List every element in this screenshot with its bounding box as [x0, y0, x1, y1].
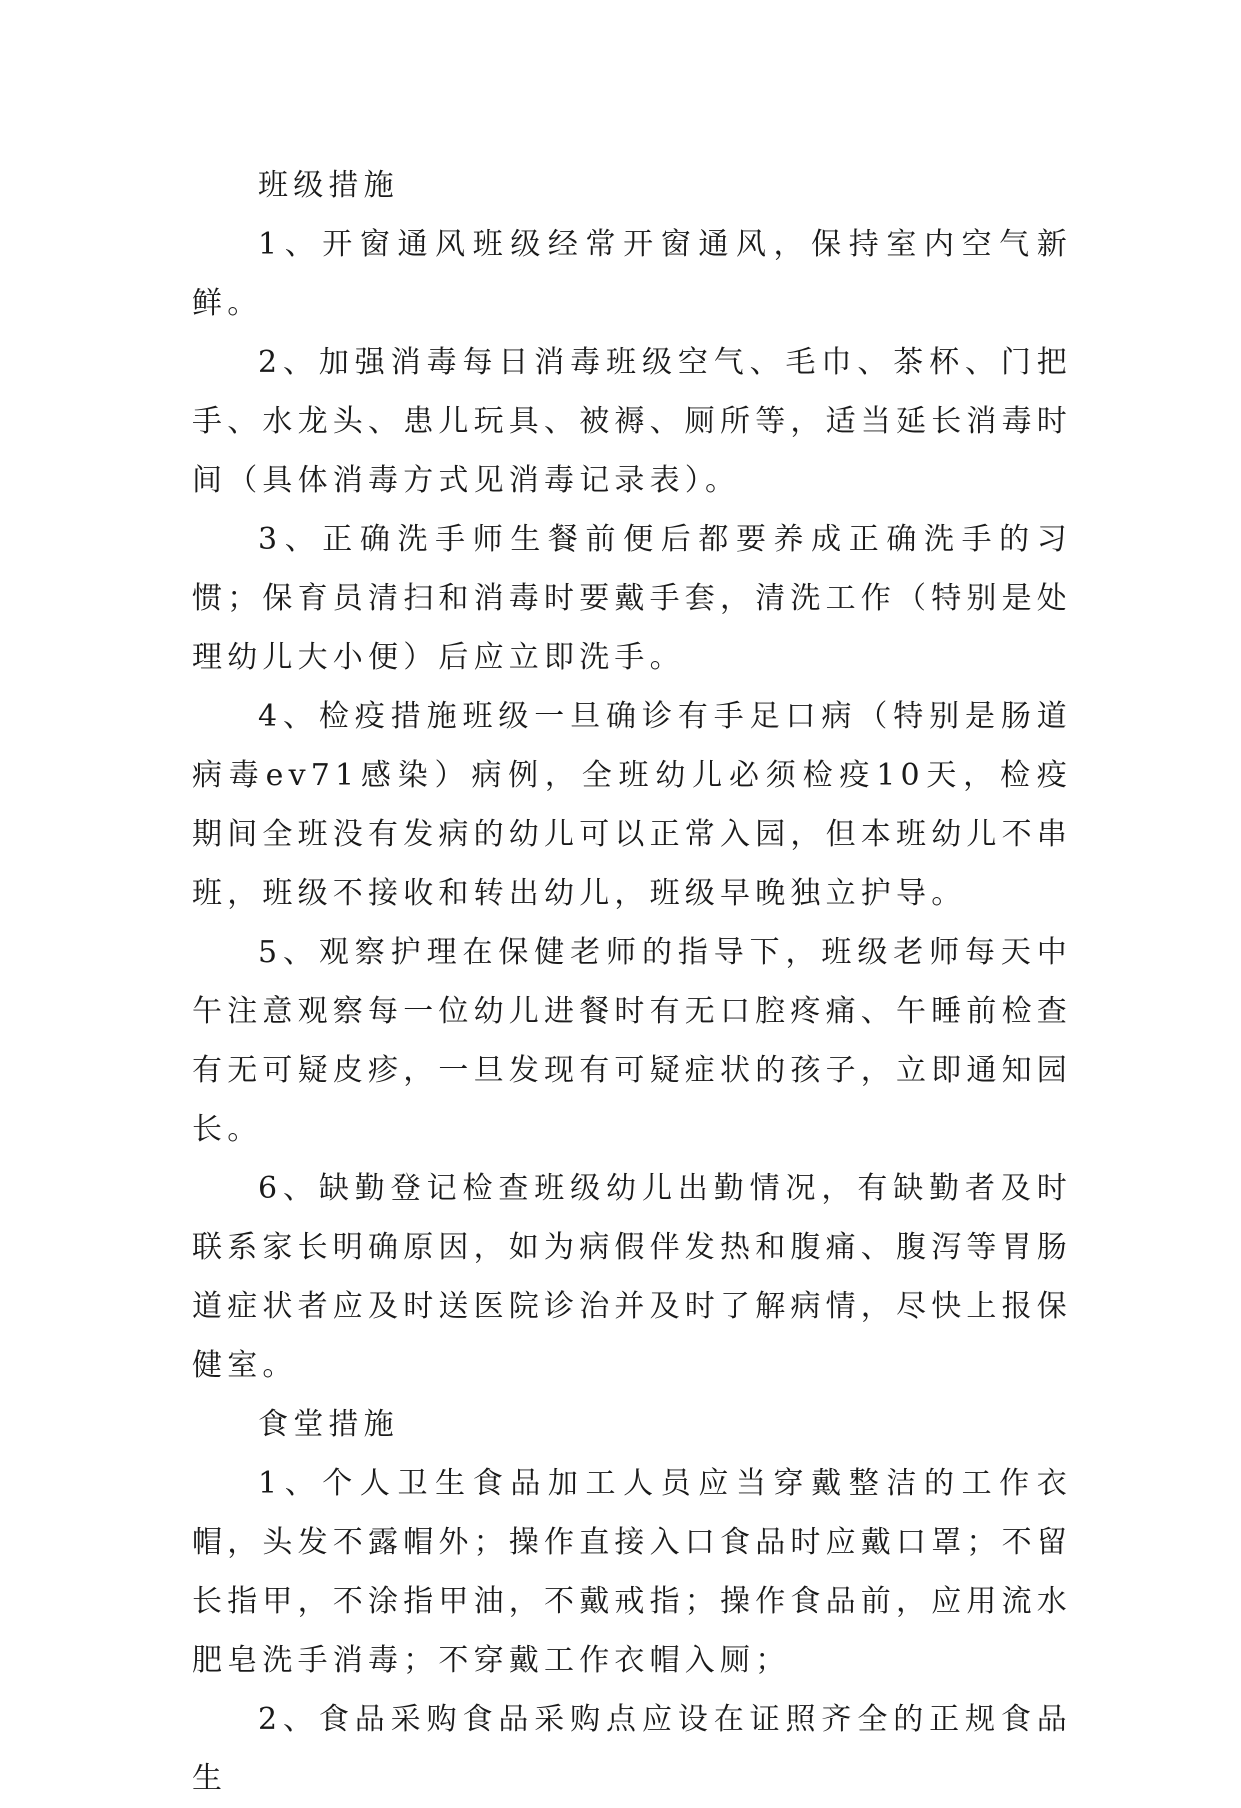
- paragraph: 1、开窗通风班级经常开窗通风，保持室内空气新鲜。: [192, 227, 1072, 321]
- paragraph: 5、观察护理在保健老师的指导下，班级老师每天中午注意观察每一位幼儿进餐时有无口腔疼痛、午睡前检查有无可疑皮疹，一旦发现有可疑症状的孩子，立即通知园长。: [192, 935, 1072, 1147]
- section-canteen-measures: [192, 1395, 1072, 1808]
- paragraph: 2、加强消毒每日消毒班级空气、毛巾、茶杯、门把手、水龙头、患儿玩具、被褥、厕所等，适当延长消毒时间（具体消毒方式见消毒记录表）。: [192, 345, 1072, 498]
- paragraph: 4、检疫措施班级一旦确诊有手足口病（特别是肠道病毒ev71感染）病例，全班幼儿必须检疫10天，检疫期间全班没有发病的幼儿可以正常入园，但本班幼儿不串班，班级不接收和转出幼儿，班级早晚独立护导。: [192, 699, 1072, 911]
- paragraph: 3、正确洗手师生餐前便后都要养成正确洗手的习惯；保育员清扫和消毒时要戴手套，清洗工作（特别是处理幼儿大小便）后应立即洗手。: [192, 522, 1072, 675]
- document-body: [192, 156, 1072, 1808]
- section-heading: 食堂措施: [258, 1407, 399, 1442]
- section-class-measures: [192, 156, 1072, 1395]
- paragraph: 2、食品采购食品采购点应设在证照齐全的正规食品生: [192, 1702, 1072, 1796]
- paragraph: 6、缺勤登记检查班级幼儿出勤情况，有缺勤者及时联系家长明确原因，如为病假伴发热和腹痛、腹泻等胃肠道症状者应及时送医院诊治并及时了解病情，尽快上报保健室。: [192, 1171, 1072, 1383]
- paragraph: 1、个人卫生食品加工人员应当穿戴整洁的工作衣帽，头发不露帽外；操作直接入口食品时应戴口罩；不留长指甲，不涂指甲油，不戴戒指；操作食品前，应用流水肥皂洗手消毒；不穿戴工作衣帽入厕；: [192, 1466, 1072, 1678]
- section-heading: 班级措施: [258, 168, 399, 203]
